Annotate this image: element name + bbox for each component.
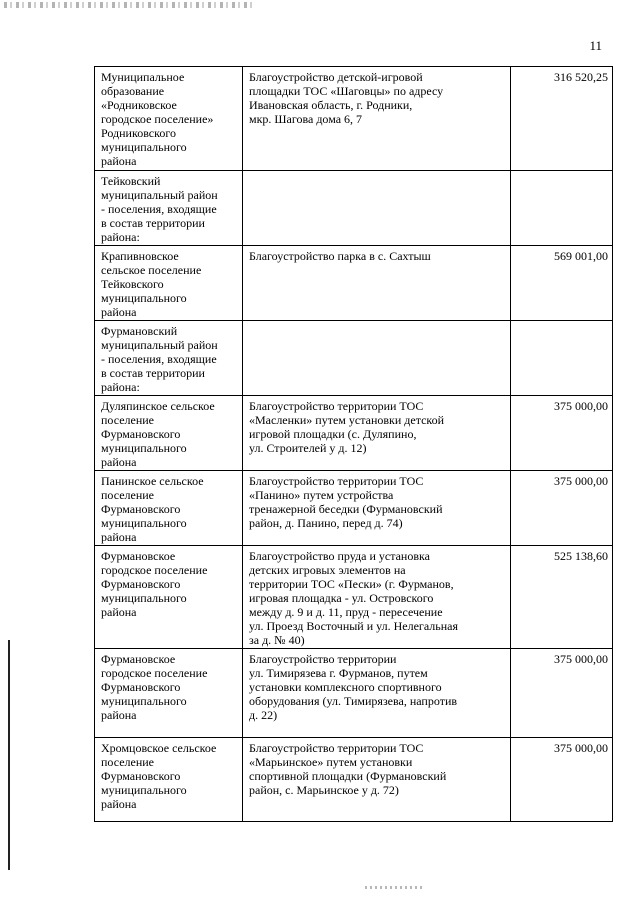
table-row [95,246,613,321]
municipality-cell: Муниципальное образование «Родниковское городское поселение» Родниковского муниципального района [95,67,243,171]
table-row [95,471,613,546]
municipality-cell: Панинское сельское поселение Фурмановского муниципального района [95,471,243,546]
municipality-cell: Хромцовское сельское поселение Фурмановского муниципального района [95,738,243,822]
grant-table [94,66,613,822]
work-description-cell [243,171,511,246]
municipality-cell: Дуляпинское сельское поселение Фурмановского муниципального района [95,396,243,471]
municipality-cell: Фурмановское городское поселение Фурмановского муниципального района [95,546,243,649]
work-description-cell: Благоустройство пруда и установка детских игровых элементов на территории ТОС «Пески» (г. Фурманов, игровая площадка - ул. Островского между д. 9 и д. 11, пруд - пересечение ул. Проезд Восточный и ул. Нелегальная за д. № 40) [243,546,511,649]
scan-artifact-bottom [365,886,425,889]
work-description-cell [243,321,511,396]
work-description-cell: Благоустройство территории ТОС «Масленки» путем установки детской игровой площадки (с. Дуляпино, ул. Строителей у д. 12) [243,396,511,471]
municipality-cell: Крапивновское сельское поселение Тейковского муниципального района [95,246,243,321]
work-description-cell: Благоустройство парка в с. Сахтыш [243,246,511,321]
scan-artifact-left-edge [8,640,10,870]
amount-cell: 375 000,00 [511,396,613,471]
table-row [95,321,613,396]
amount-cell: 569 001,00 [511,246,613,321]
municipality-cell: Фурмановское городское поселение Фурмановского муниципального района [95,649,243,738]
table-row [95,171,613,246]
municipality-cell: Тейковский муниципальный район - поселения, входящие в состав территории района: [95,171,243,246]
work-description-cell: Благоустройство детской-игровой площадки ТОС «Шаговцы» по адресу Ивановская область, г. Родники, мкр. Шагова дома 6, 7 [243,67,511,171]
municipality-cell: Фурмановский муниципальный район - поселения, входящие в состав территории района: [95,321,243,396]
amount-cell: 375 000,00 [511,738,613,822]
table-row [95,67,613,171]
amount-cell: 525 138,60 [511,546,613,649]
page-number: 11 [589,38,602,53]
scan-artifact-top [4,2,254,8]
amount-cell [511,171,613,246]
table-row [95,396,613,471]
work-description-cell: Благоустройство территории ТОС «Панино» путем устройства тренажерной беседки (Фурмановский район, д. Панино, перед д. 74) [243,471,511,546]
table-row [95,546,613,649]
amount-cell [511,321,613,396]
table-row [95,649,613,738]
amount-cell: 375 000,00 [511,649,613,738]
work-description-cell: Благоустройство территории ТОС «Марьинское» путем установки спортивной площадки (Фурмановский район, с. Марьинское у д. 72) [243,738,511,822]
table-row [95,738,613,822]
amount-cell: 316 520,25 [511,67,613,171]
amount-cell: 375 000,00 [511,471,613,546]
work-description-cell: Благоустройство территории ул. Тимирязева г. Фурманов, путем установки комплексного спортивного оборудования (ул. Тимирязева, напротив д. 22) [243,649,511,738]
